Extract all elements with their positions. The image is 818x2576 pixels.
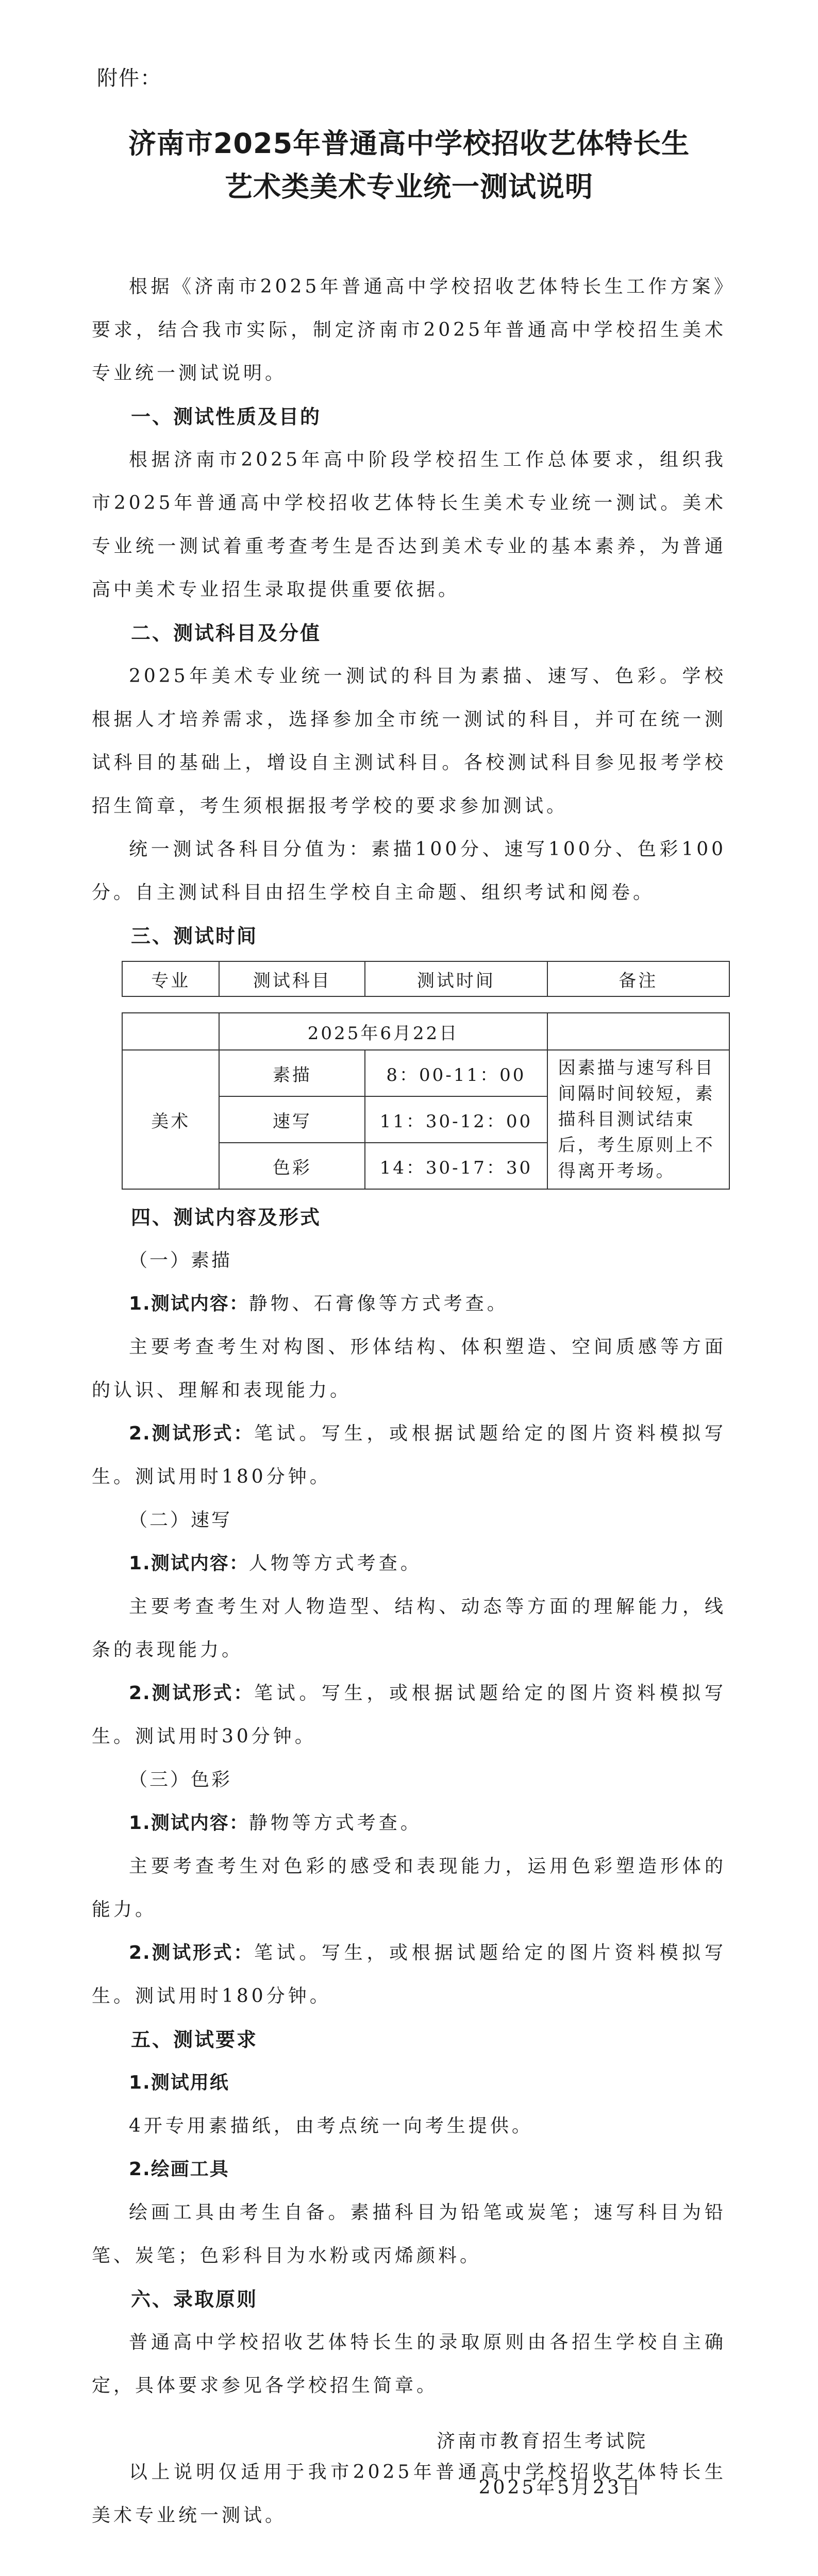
section-4-heading: 四、测试内容及形式 — [131, 1206, 322, 1229]
section-6-text: 普通高中学校招收艺体特长生的录取原则由各招生学校自主确定，具体要求参见各学校招生简章。 — [92, 2332, 726, 2396]
col-header-time: 测试时间 — [365, 961, 547, 996]
paper-text: 4开专用素描纸，由考点统一向考生提供。 — [129, 2115, 533, 2137]
quick-sketch-content-label: 1.测试内容： — [129, 1553, 249, 1574]
document-title — [92, 122, 726, 209]
title-line-1: 济南市2025年普通高中学校招收艺体特长生 — [128, 127, 690, 160]
tools-label-text: 2.绘画工具 — [129, 2159, 229, 2180]
signature-org: 济南市教育招生考试院 — [436, 2431, 648, 2452]
quick-sketch-form — [92, 1672, 726, 1758]
quick-sketch-form-label: 2.测试形式： — [129, 1683, 254, 1704]
sketch-form-text: 笔试。写生，或根据试题给定的图片资料模拟写生。测试用时180分钟。 — [92, 1423, 726, 1487]
sketch-content — [92, 1282, 726, 1326]
attachment-label: 附件： — [97, 66, 162, 90]
sketch-content-detail: 主要考查考生对构图、形体结构、体积塑造、空间质感等方面的认识、理解和表现能力。 — [92, 1336, 726, 1401]
section-1-text: 根据济南市2025年高中阶段学校招生工作总体要求，组织我市2025年普通高中学校招收艺体特长生美术专业统一测试。美术专业统一测试着重考查考生是否达到美术专业的基本素养，为普通高中美术专业招生录取提供重要依据。 — [92, 449, 726, 600]
closing-paragraph: 以上说明仅适用于我市2025年普通高中学校招收艺体特长生美术专业统一测试。 — [92, 2462, 726, 2526]
intro-paragraph: 根据《济南市2025年普通高中学校招收艺体特长生工作方案》要求，结合我市实际，制定济南市2025年普通高中学校招生美术专业统一测试说明。 — [92, 276, 726, 384]
color-form — [92, 1931, 726, 2018]
schedule-subject: 速写 — [219, 1096, 365, 1143]
color-content-detail: 主要考查考生对色彩的感受和表现能力，运用色彩塑造形体的能力。 — [92, 1856, 726, 1920]
subsection-sketch-heading: （一）素描 — [129, 1250, 232, 1271]
quick-sketch-content-text: 人物等方式考查。 — [248, 1553, 422, 1574]
col-header-major: 专业 — [122, 961, 219, 996]
title-line-2: 艺术类美术专业统一测试说明 — [225, 171, 593, 203]
section-6-heading: 六、录取原则 — [131, 2288, 258, 2311]
quick-sketch-form-text: 笔试。写生，或根据试题给定的图片资料模拟写生。测试用时30分钟。 — [92, 1683, 726, 1747]
schedule-subject: 素描 — [219, 1050, 365, 1096]
schedule-header-row — [122, 961, 729, 996]
sketch-content-label: 1.测试内容： — [129, 1293, 249, 1314]
schedule-subject: 色彩 — [219, 1143, 365, 1189]
tools-label — [92, 2148, 726, 2191]
paper-label-text: 1.测试用纸 — [129, 2072, 229, 2093]
table-row — [122, 1050, 729, 1096]
section-2-text-1: 2025年美术专业统一测试的科目为素描、速写、色彩。学校根据人才培养需求，选择参加全市统一测试的科目，并可在统一测试科目的基础上，增设自主测试科目。各校测试科目参见报考学校招生简章，考生须根据报考学校的要求参加测试。 — [92, 666, 726, 817]
schedule-major: 美术 — [122, 1050, 219, 1189]
color-content — [92, 1802, 726, 1845]
schedule-date-row — [122, 1013, 729, 1050]
sketch-form-label: 2.测试形式： — [129, 1423, 254, 1444]
schedule-table — [122, 961, 730, 1190]
section-1-heading: 一、测试性质及目的 — [131, 405, 322, 428]
schedule-time: 11：30-12：00 — [365, 1096, 547, 1143]
color-content-text: 静物等方式考查。 — [248, 1812, 422, 1834]
schedule-spacer-row — [122, 996, 729, 1013]
col-header-subject: 测试科目 — [219, 961, 365, 996]
subsection-quick-sketch-heading: （二）速写 — [129, 1510, 232, 1531]
color-form-label: 2.测试形式： — [129, 1942, 254, 1963]
col-header-note: 备注 — [547, 961, 729, 996]
signature-date: 2025年5月23日 — [478, 2477, 643, 2498]
color-form-text: 笔试。写生，或根据试题给定的图片资料模拟写生。测试用时180分钟。 — [92, 1942, 726, 2007]
schedule-note: 因素描与速写科目间隔时间较短，素描科目测试结束后，考生原则上不得离开考场。 — [547, 1050, 729, 1189]
schedule-time: 14：30-17：30 — [365, 1143, 547, 1189]
section-2-heading: 二、测试科目及分值 — [131, 622, 322, 645]
schedule-date: 2025年6月22日 — [219, 1013, 547, 1050]
paper-label — [92, 2061, 726, 2105]
quick-sketch-content — [92, 1542, 726, 1585]
tools-text: 绘画工具由考生自备。素描科目为铅笔或炭笔；速写科目为铅笔、炭笔；色彩科目为水粉或丙烯颜料。 — [92, 2202, 726, 2266]
sketch-form — [92, 1412, 726, 1499]
quick-sketch-content-detail: 主要考查考生对人物造型、结构、动态等方面的理解能力，线条的表现能力。 — [92, 1596, 726, 1660]
schedule-time: 8：00-11：00 — [365, 1050, 547, 1096]
color-content-label: 1.测试内容： — [129, 1812, 249, 1834]
section-2-text-2: 统一测试各科目分值为：素描100分、速写100分、色彩100分。自主测试科目由招生学校自主命题、组织考试和阅卷。 — [92, 839, 726, 903]
subsection-color-heading: （三）色彩 — [129, 1769, 232, 1790]
sketch-content-text: 静物、石膏像等方式考查。 — [248, 1293, 509, 1314]
section-3-heading: 三、测试时间 — [131, 925, 258, 947]
section-5-heading: 五、测试要求 — [131, 2028, 258, 2051]
